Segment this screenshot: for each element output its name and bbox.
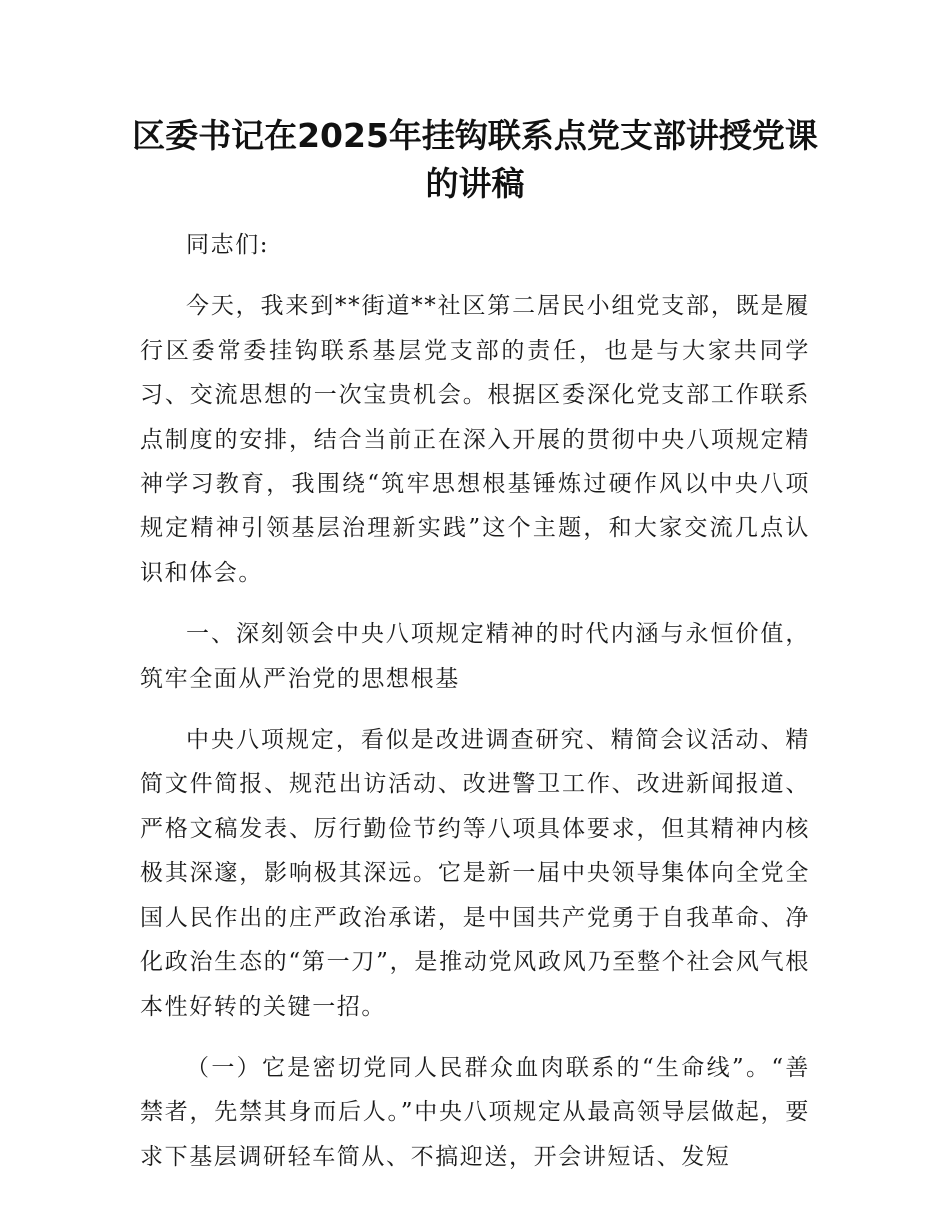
paragraph-intro: 今天，我来到**街道**社区第二居民小组党支部，既是履行区委常委挂钩联系基层党支部的责任，也是与大家共同学习、交流思想的一次宝贵机会。根据区委深化党支部工作联系点制度的安排，结合当前正在深入开展的贯彻中央八项规定精神学习教育，我围绕“筑牢思想根基锤炼过硬作风以中央八项规定精神引领基层治理新实践”这个主题，和大家交流几点认识和体会。 [140, 293, 810, 586]
greeting: 同志们: [186, 232, 270, 258]
section-heading-1: 一、深刻领会中央八项规定精神的时代内涵与永恒价值，筑牢全面从严治党的思想根基 [140, 621, 810, 692]
paragraph-section-1: 中央八项规定，看似是改进调查研究、精简会议活动、精简文件简报、规范出访活动、改进警卫工作、改进新闻报道、严格文稿发表、厉行勤俭节约等八项具体要求，但其精神内核极其深邃，影响极其深远。它是新一届中央领导集体向全党全国人民作出的庄严政治承诺，是中国共产党勇于自我革命、净化政治生态的“第一刀”，是推动党风政风乃至整个社会风气根本性好转的关键一招。 [140, 727, 810, 1020]
subsection-1-1: （一）它是密切党同人民群众血肉联系的“生命线”。“善禁者，先禁其身而后人。”中央八项规定从最高领导层做起，要求下基层调研轻车简从、不搞迎送，开会讲短话、发短 [140, 1054, 810, 1170]
document-title: 区委书记在2025年挂钩联系点党支部讲授党课的讲稿 [132, 116, 818, 203]
document-body [140, 223, 810, 1179]
